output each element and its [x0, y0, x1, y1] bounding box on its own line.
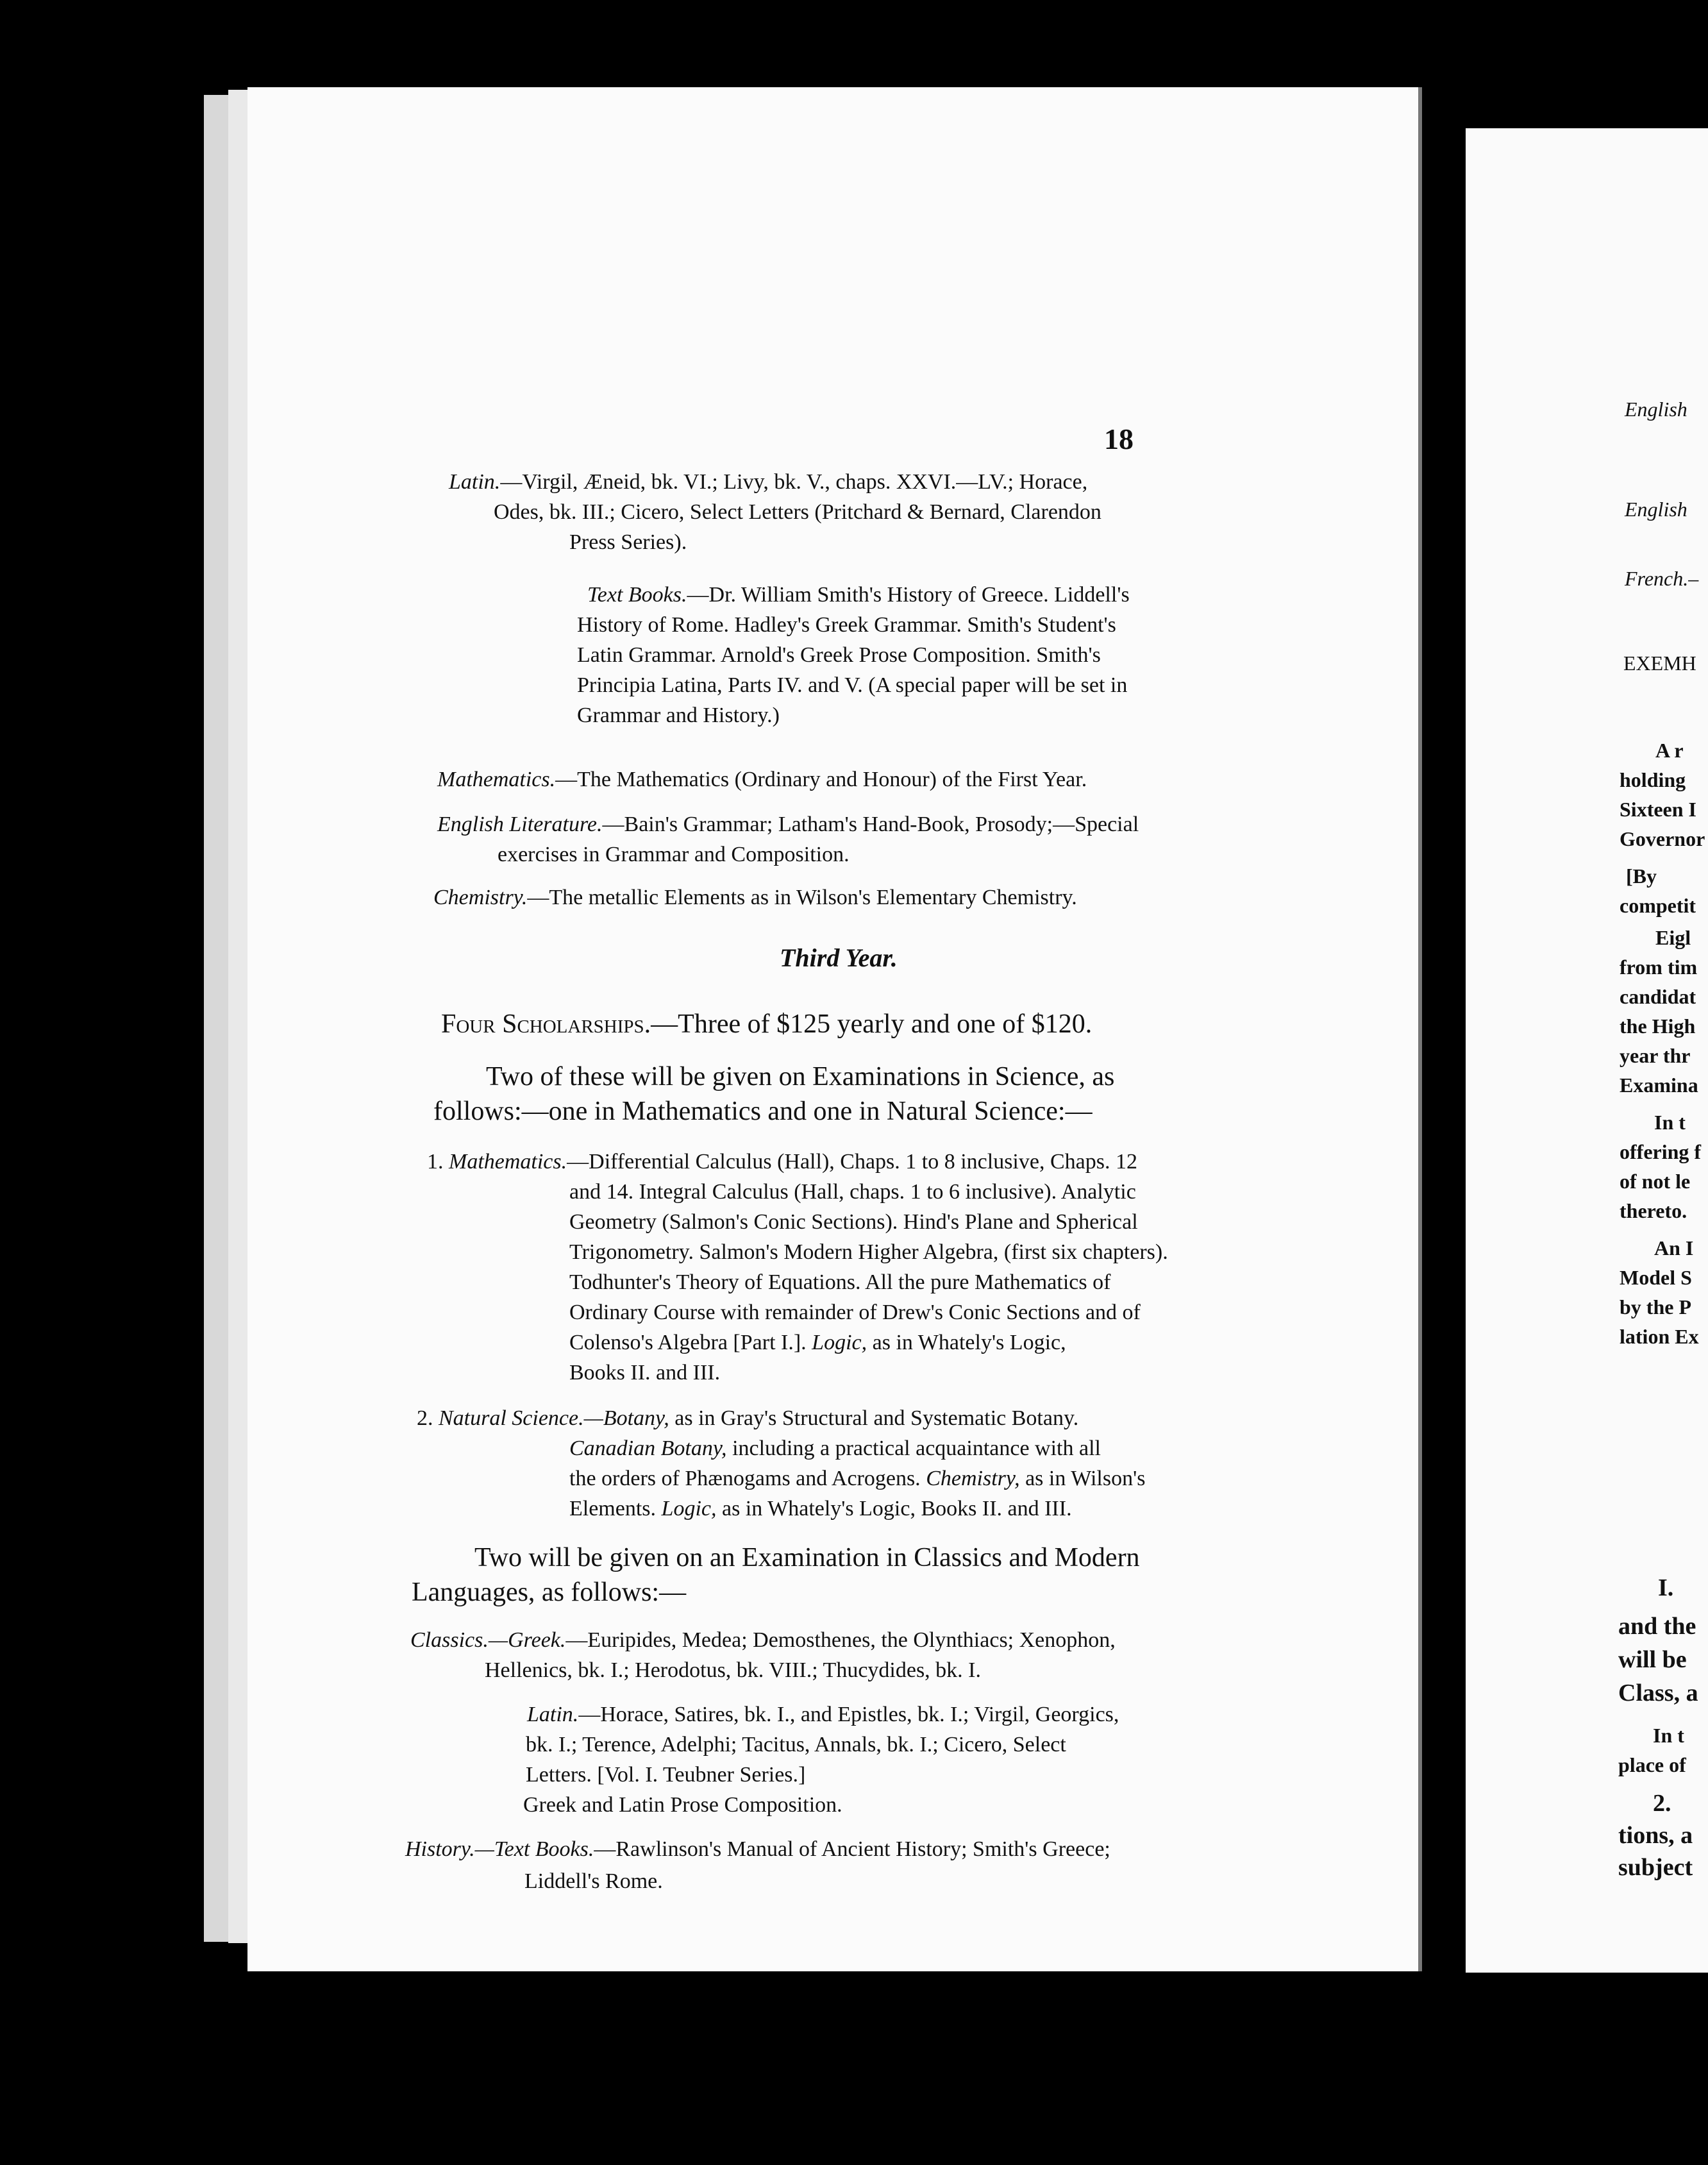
- page-edge-stack-inner: [228, 90, 249, 1943]
- text-books-line-4: Principia Latina, Parts IV. and V. (A special paper will be set in: [577, 673, 1128, 697]
- right-fragment-28: Class, a: [1618, 1680, 1698, 1706]
- natural-science-line-3a: the orders of Phænogams and Acrogens.: [569, 1467, 926, 1490]
- third-year-heading: Third Year.: [780, 943, 898, 972]
- natural-science-num: 2.: [417, 1406, 433, 1430]
- math-logic-label: Logic,: [812, 1331, 867, 1354]
- natural-science-line-1: as in Gray's Structural and Systematic Botany.: [669, 1406, 1079, 1430]
- latin-line-2: Odes, bk. III.; Cicero, Select Letters (Pritchard & Bernard, Clarendon: [494, 500, 1101, 524]
- scholarships-line: [441, 1008, 1092, 1040]
- chemistry-label: Chemistry.: [433, 886, 528, 909]
- right-fragment-15: year thr: [1620, 1044, 1691, 1067]
- text-books-line-2: History of Rome. Hadley's Greek Grammar. Smith's Student's: [577, 613, 1116, 637]
- text-books-label: Text Books.: [587, 583, 687, 607]
- right-fragment-26: and the: [1618, 1613, 1696, 1640]
- latin-third-line-2: bk. I.; Terence, Adelphi; Tacitus, Annals, bk. I.; Cicero, Select: [526, 1733, 1066, 1756]
- latin-line-1: —Virgil, Æneid, bk. VI.; Livy, bk. V., chaps. XXVI.—LV.; Horace,: [500, 470, 1088, 494]
- history-line-1: —Rawlinson's Manual of Ancient History; Smith's Greece;: [594, 1837, 1110, 1861]
- right-fragment-11: Eigl: [1655, 926, 1691, 949]
- math-line-4: Trigonometry. Salmon's Modern Higher Algebra, (first six chapters).: [569, 1240, 1168, 1264]
- right-fragment-3: French.–: [1625, 567, 1699, 590]
- classics-intro-line-2: Languages, as follows:—: [412, 1578, 687, 1607]
- right-fragment-27: will be: [1618, 1646, 1687, 1673]
- right-fragment-16: Examina: [1620, 1074, 1698, 1097]
- right-fragment-14: the High: [1620, 1015, 1696, 1038]
- history-line-2: Liddell's Rome.: [524, 1869, 663, 1893]
- math-line-2: and 14. Integral Calculus (Hall, chaps. 1 to 6 inclusive). Analytic: [569, 1180, 1136, 1204]
- natural-science-line-3b: as in Wilson's: [1019, 1467, 1146, 1490]
- left-page: [247, 87, 1422, 1971]
- right-fragment-17: In t: [1654, 1111, 1686, 1134]
- right-fragment-4: EXEMH: [1623, 652, 1696, 675]
- right-fragment-29: In t: [1653, 1724, 1684, 1747]
- right-fragment-22: Model S: [1620, 1266, 1692, 1289]
- classics-greek-line-2: Hellenics, bk. I.; Herodotus, bk. VIII.; Thucydides, bk. I.: [485, 1658, 981, 1682]
- latin-third-label: Latin.: [527, 1703, 579, 1726]
- chemistry-line-1: —The metallic Elements as in Wilson's Elementary Chemistry.: [527, 886, 1077, 909]
- right-fragment-6: holding: [1620, 768, 1686, 791]
- right-fragment-30: place of: [1618, 1753, 1686, 1776]
- natural-science-label: Natural Science.—Botany,: [439, 1406, 669, 1430]
- right-fragment-33: subject: [1618, 1854, 1693, 1881]
- right-fragment-20: thereto.: [1620, 1199, 1687, 1222]
- math-line-7b: as in Whately's Logic,: [867, 1331, 1066, 1354]
- mathematics-entry: [437, 764, 1087, 795]
- right-fragment-21: An I: [1654, 1236, 1694, 1259]
- math-label: Mathematics.: [449, 1150, 567, 1174]
- latin-label: Latin.: [449, 470, 501, 494]
- math-line-1: —Differential Calculus (Hall), Chaps. 1 to 8 inclusive, Chaps. 12: [567, 1150, 1137, 1174]
- math-line-3: Geometry (Salmon's Conic Sections). Hind's Plane and Spherical: [569, 1210, 1138, 1234]
- text-books-line-5: Grammar and History.): [577, 703, 780, 727]
- scholarships-text: —Three of $125 yearly and one of $120.: [651, 1009, 1093, 1039]
- right-fragment-31: 2.: [1653, 1790, 1671, 1817]
- right-fragment-12: from tim: [1620, 956, 1698, 979]
- math-line-6: Ordinary Course with remainder of Drew's Conic Sections and of: [569, 1301, 1141, 1324]
- history-label: History.—Text Books.: [405, 1837, 594, 1861]
- canadian-botany-label: Canadian Botany,: [569, 1436, 727, 1460]
- mathematics-label: Mathematics.: [437, 768, 556, 791]
- classics-greek-line-1: —Euripides, Medea; Demosthenes, the Olynthiacs; Xenophon,: [565, 1628, 1116, 1652]
- natural-science-line-4b: as in Whately's Logic, Books II. and III.: [716, 1497, 1072, 1521]
- right-fragment-32: tions, a: [1618, 1822, 1693, 1849]
- latin-third-line-1: —Horace, Satires, bk. I., and Epistles, bk. I.; Virgil, Georgics,: [578, 1703, 1119, 1726]
- right-fragment-8: Governor: [1620, 827, 1705, 850]
- right-fragment-1: English: [1625, 398, 1687, 421]
- right-fragment-23: by the P: [1620, 1295, 1691, 1318]
- natural-science-line-2: including a practical acquaintance with all: [726, 1436, 1101, 1460]
- latin-third-line-3: Letters. [Vol. I. Teubner Series.]: [526, 1763, 806, 1787]
- right-fragment-7: Sixteen I: [1620, 798, 1696, 821]
- science-intro-line-1: Two of these will be given on Examinations in Science, as: [486, 1062, 1115, 1091]
- right-fragment-2: English: [1625, 498, 1687, 521]
- math-num: 1.: [427, 1150, 444, 1174]
- logic-label-2: Logic,: [661, 1497, 717, 1521]
- page-number: 18: [1104, 423, 1134, 455]
- right-fragment-18: offering f: [1620, 1140, 1702, 1163]
- chemistry-entry: [433, 882, 1077, 913]
- classics-greek-label: Classics.—Greek.: [410, 1628, 566, 1652]
- right-page-fragment: [1466, 128, 1708, 1973]
- math-line-7a: Colenso's Algebra [Part I.].: [569, 1331, 807, 1354]
- right-fragment-25: I.: [1658, 1574, 1674, 1601]
- right-fragment-19: of not le: [1620, 1170, 1691, 1193]
- text-books-line-3: Latin Grammar. Arnold's Greek Prose Composition. Smith's: [577, 643, 1101, 667]
- math-line-8: Books II. and III.: [569, 1361, 721, 1385]
- natural-science-line-4a: Elements.: [569, 1497, 662, 1521]
- math-line-5: Todhunter's Theory of Equations. All the pure Mathematics of: [569, 1270, 1111, 1294]
- text-books-line-1: —Dr. William Smith's History of Greece. Liddell's: [687, 583, 1130, 607]
- page-edge-stack: [204, 95, 230, 1942]
- right-fragment-10: competit: [1620, 894, 1696, 917]
- right-fragment-24: lation Ex: [1620, 1325, 1699, 1348]
- mathematics-line-1: —The Mathematics (Ordinary and Honour) of the First Year.: [555, 768, 1087, 791]
- scholarships-label: Four Scholarships.: [441, 1009, 651, 1039]
- chemistry-label-2: Chemistry,: [926, 1467, 1020, 1490]
- classics-intro-line-1: Two will be given on an Examination in Classics and Modern: [474, 1543, 1140, 1572]
- science-intro-line-2: follows:—one in Mathematics and one in Natural Science:—: [433, 1097, 1093, 1126]
- right-fragment-13: candidat: [1620, 985, 1696, 1008]
- english-literature-line-2: exercises in Grammar and Composition.: [498, 843, 850, 866]
- latin-line-3: Press Series).: [569, 530, 687, 554]
- english-literature-label: English Literature.: [437, 813, 603, 836]
- latin-third-line-4: Greek and Latin Prose Composition.: [523, 1793, 842, 1817]
- right-fragment-9: [By: [1626, 864, 1657, 888]
- right-fragment-5: A r: [1655, 739, 1684, 762]
- english-literature-line-1: —Bain's Grammar; Latham's Hand-Book, Prosody;—Special: [602, 813, 1139, 836]
